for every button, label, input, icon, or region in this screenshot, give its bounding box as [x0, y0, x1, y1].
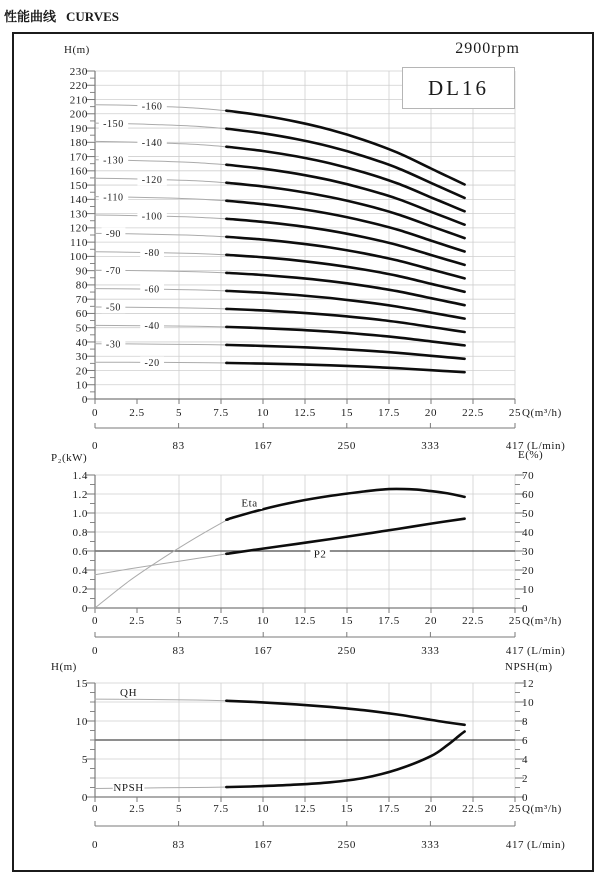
x-tick-label: 20 — [424, 615, 438, 627]
x-tick-label: 7.5 — [213, 407, 229, 419]
x-tick-label: 12.5 — [294, 407, 316, 419]
head-curve-160-thick — [226, 111, 464, 185]
curve-label-90: -90 — [105, 229, 122, 241]
y-tick-label: 180 — [69, 137, 88, 150]
x-tick-label: 20 — [424, 407, 438, 419]
y2-tick-label: 12 — [522, 677, 535, 690]
y2-tick-label: 20 — [522, 564, 535, 577]
x-tick-label: 5 — [175, 615, 183, 627]
y-tick-label: 80 — [75, 279, 88, 292]
lmin-tick-label: 250 — [337, 645, 356, 657]
series — [95, 100, 465, 372]
y-tick-label: 130 — [69, 208, 88, 221]
y-tick-label: 1.0 — [72, 507, 88, 520]
x-unit-label: Q(m³/h) — [522, 407, 562, 419]
head-curve-20-thin — [95, 362, 234, 363]
lmin-tick-label: 417 — [505, 839, 525, 851]
y-tick-label: 140 — [69, 194, 88, 207]
x-tick-label: 17.5 — [378, 615, 400, 627]
y-tick-label: 0 — [81, 393, 88, 406]
lmin-unit-label: (L/min) — [527, 440, 566, 452]
efficiency-axis-label: E(%) — [518, 449, 544, 461]
y-tick-label: 190 — [69, 122, 88, 135]
y-tick-label: 40 — [75, 336, 88, 349]
x-unit-label: Q(m³/h) — [522, 615, 562, 627]
y-tick-label: 70 — [75, 293, 88, 306]
x-tick-label: 15 — [340, 615, 354, 627]
y-tick-label: 20 — [75, 365, 88, 378]
page-title-cn: 性能曲线 — [4, 9, 57, 24]
x-tick-label: 25 — [508, 407, 522, 419]
lmin-tick-label: 167 — [254, 645, 273, 657]
y2-tick-label: 50 — [522, 507, 535, 520]
y-tick-label: 50 — [75, 322, 88, 335]
head-curve-30-thick — [226, 345, 464, 359]
y-tick-label: 200 — [69, 108, 88, 121]
y2-tick-label: 0 — [522, 602, 529, 615]
lmin-tick-label: 83 — [172, 645, 185, 657]
y-tick-label: 5 — [81, 753, 88, 766]
curve-qh-thin — [95, 699, 233, 701]
lmin-tick-label: 417 — [505, 645, 525, 657]
y2-tick-label: 10 — [522, 696, 535, 709]
curve-p2-thick — [226, 519, 464, 554]
curve-label-130: -130 — [103, 155, 124, 167]
curve-label-50: -50 — [105, 302, 122, 314]
y-tick-label: 0 — [81, 791, 88, 804]
npsh-axis-label: NPSH(m) — [505, 661, 553, 673]
x-tick-label: 7.5 — [213, 803, 229, 815]
x-tick-label: 10 — [256, 803, 270, 815]
model-label: DL16 — [402, 67, 515, 109]
x-tick-label: 17.5 — [378, 407, 400, 419]
page-title-en: CURVES — [66, 9, 120, 24]
x-tick-label: 0 — [91, 407, 99, 419]
x-tick-label: 15 — [340, 407, 354, 419]
chart-power-efficiency — [72, 470, 565, 657]
lmin-axis — [92, 821, 565, 851]
lmin-tick-label: 83 — [172, 839, 185, 851]
y-tick-label: 120 — [69, 222, 88, 235]
x-tick-label: 5 — [175, 803, 183, 815]
series-label-npsh: NPSH — [113, 781, 144, 794]
y-tick-label: 15 — [75, 677, 88, 690]
y-tick-label: 10 — [75, 379, 88, 392]
y-tick-label: 0.6 — [72, 545, 88, 558]
curve-label-160: -160 — [141, 101, 163, 113]
y-tick-label: 0 — [81, 602, 88, 615]
x-unit-label: Q(m³/h) — [522, 803, 562, 815]
y-tick-label: 1.2 — [72, 488, 88, 501]
curve-label-80: -80 — [144, 247, 160, 259]
series-label-qh: QH — [120, 686, 138, 699]
x-tick-label: 10 — [256, 615, 270, 627]
y-tick-label: 110 — [70, 236, 88, 249]
y2-tick-label: 70 — [522, 469, 535, 482]
curve-label-110: -110 — [103, 192, 124, 204]
chart-head-curves — [70, 66, 566, 452]
lmin-unit-label: (L/min) — [527, 645, 566, 657]
lmin-tick-label: 250 — [337, 839, 356, 851]
lmin-unit-label: (L/min) — [527, 839, 566, 851]
lmin-tick-label: 0 — [91, 440, 99, 452]
x-tick-label: 22.5 — [462, 615, 484, 627]
qh-axis-label: H(m) — [51, 661, 77, 673]
x-tick-label: 12.5 — [294, 615, 316, 627]
x-tick-label: 25 — [508, 615, 522, 627]
head-curve-40-thick — [226, 327, 464, 345]
curve-label-70: -70 — [105, 265, 122, 277]
axes — [76, 678, 562, 815]
x-tick-label: 25 — [508, 803, 522, 815]
curve-label-100: -100 — [141, 211, 163, 223]
x-tick-label: 10 — [256, 407, 270, 419]
y2-tick-label: 40 — [522, 526, 535, 539]
lmin-tick-label: 167 — [254, 839, 273, 851]
x-tick-label: 15 — [340, 803, 354, 815]
y-tick-label: 220 — [69, 80, 88, 93]
head-curve-80-thin — [95, 252, 234, 256]
lmin-tick-label: 250 — [337, 440, 356, 452]
series — [95, 489, 465, 608]
y-tick-label: 170 — [69, 151, 88, 164]
gridlines — [95, 71, 515, 399]
lmin-tick-label: 167 — [254, 440, 273, 452]
y-tick-label: 210 — [69, 94, 88, 107]
head-axis-label: H(m) — [64, 44, 90, 56]
series-label-eta: Eta — [241, 497, 258, 510]
y-tick-label: 0.8 — [72, 526, 88, 539]
x-tick-label: 5 — [175, 407, 183, 419]
lmin-axis — [92, 423, 565, 452]
head-curve-60-thin — [95, 289, 234, 292]
y-tick-label: 0.2 — [72, 583, 88, 596]
lmin-tick-label: 0 — [91, 645, 99, 657]
x-tick-label: 0 — [91, 615, 99, 627]
x-tick-label: 12.5 — [294, 803, 316, 815]
curve-eta-thin — [95, 517, 233, 608]
curve-label-140: -140 — [141, 138, 163, 150]
curve-label-60: -60 — [144, 284, 160, 296]
lmin-tick-label: 333 — [421, 839, 440, 851]
x-tick-label: 7.5 — [213, 615, 229, 627]
y-tick-label: 0.4 — [72, 564, 88, 577]
y-tick-label: 1.4 — [72, 469, 88, 482]
x-tick-label: 22.5 — [462, 803, 484, 815]
lmin-tick-label: 333 — [421, 645, 440, 657]
x-tick-label: 2.5 — [129, 407, 145, 419]
y-tick-label: 10 — [75, 715, 88, 728]
curve-label-40: -40 — [144, 321, 160, 333]
curve-label-30: -30 — [105, 339, 122, 351]
rpm-label: 2900rpm — [455, 40, 520, 57]
lmin-tick-label: 83 — [172, 440, 185, 452]
curve-label-20: -20 — [144, 357, 160, 369]
head-curve-80-thick — [226, 255, 464, 292]
y-tick-label: 230 — [69, 65, 88, 78]
lmin-axis — [92, 632, 565, 657]
power-axis-label: P₂(kW) — [51, 452, 88, 464]
x-tick-label: 2.5 — [129, 615, 145, 627]
y-tick-label: 90 — [75, 265, 88, 278]
curve-label-150: -150 — [103, 118, 124, 130]
y2-tick-label: 10 — [522, 583, 535, 596]
head-curve-60-thick — [226, 291, 464, 319]
y2-tick-label: 8 — [522, 715, 529, 728]
y-tick-label: 150 — [69, 179, 88, 192]
x-tick-label: 0 — [91, 803, 99, 815]
y2-tick-label: 0 — [522, 791, 529, 804]
x-tick-label: 17.5 — [378, 803, 400, 815]
lmin-tick-label: 333 — [421, 440, 440, 452]
y-tick-label: 60 — [75, 308, 88, 321]
chart-qh-npsh — [76, 678, 566, 851]
y2-tick-label: 2 — [522, 772, 529, 785]
y2-tick-label: 4 — [522, 753, 529, 766]
lmin-tick-label: 417 — [505, 440, 525, 452]
y-tick-label: 160 — [69, 165, 88, 178]
x-tick-label: 22.5 — [462, 407, 484, 419]
head-curve-40-thin — [95, 325, 234, 327]
curve-label-120: -120 — [141, 174, 163, 186]
y2-tick-label: 6 — [522, 734, 529, 747]
lmin-tick-label: 0 — [91, 839, 99, 851]
x-tick-label: 20 — [424, 803, 438, 815]
y2-tick-label: 60 — [522, 488, 535, 501]
series-label-p2: P2 — [313, 548, 327, 561]
curve-p2-thin — [95, 553, 233, 575]
y2-tick-label: 30 — [522, 545, 535, 558]
x-tick-label: 2.5 — [129, 803, 145, 815]
y-tick-label: 30 — [75, 351, 88, 364]
y-tick-label: 100 — [69, 251, 88, 264]
